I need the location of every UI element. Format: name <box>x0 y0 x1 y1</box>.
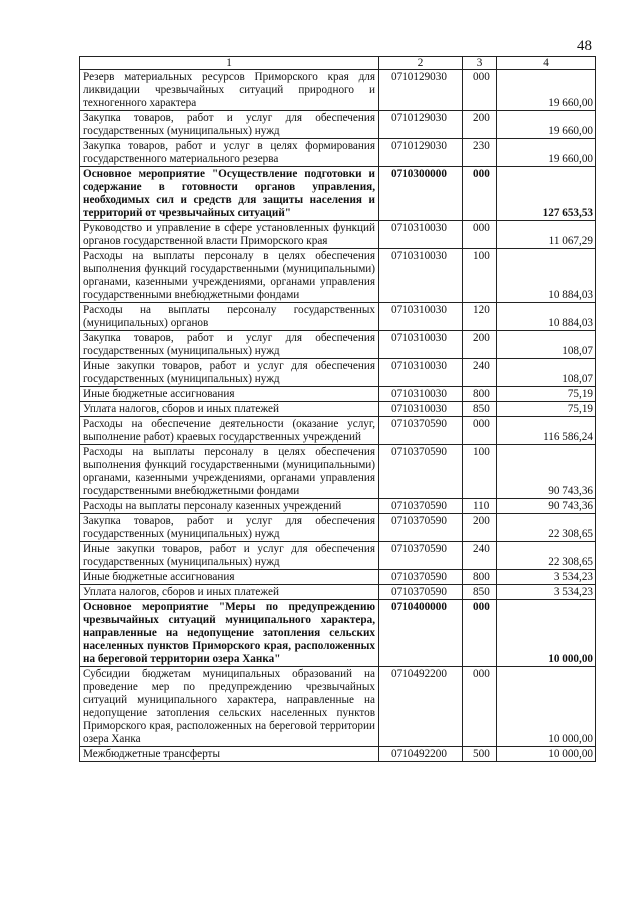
table-row <box>80 70 596 111</box>
row-type-cell: 120 <box>463 303 497 331</box>
row-code-cell: 0710310030 <box>379 331 463 359</box>
row-name-cell: Уплата налогов, сборов и иных платежей <box>80 585 379 600</box>
row-name-cell: Иные бюджетные ассигнования <box>80 387 379 402</box>
row-name-cell: Руководство и управление в сфере установленных функций органов государственной власти Приморского края <box>80 221 379 249</box>
row-amount-cell: 10 000,00 <box>497 747 596 762</box>
row-type-cell: 000 <box>463 167 497 221</box>
row-name-cell: Основное мероприятие "Осуществление подготовки и содержание в готовности органов управления, необходимых сил и средств для защиты населения и территорий от чрезвычайных ситуаций" <box>80 167 379 221</box>
row-amount-cell: 19 660,00 <box>497 70 596 111</box>
row-name-cell: Закупка товаров, работ и услуг для обеспечения государственных (муниципальных) нужд <box>80 111 379 139</box>
table-row <box>80 111 596 139</box>
row-type-cell: 200 <box>463 514 497 542</box>
row-type-cell: 000 <box>463 417 497 445</box>
row-amount-cell: 3 534,23 <box>497 570 596 585</box>
row-amount-cell: 19 660,00 <box>497 111 596 139</box>
row-type-cell: 200 <box>463 331 497 359</box>
row-code-cell: 0710310030 <box>379 303 463 331</box>
row-amount-cell: 75,19 <box>497 402 596 417</box>
row-name-cell: Закупка товаров, работ и услуг в целях формирования государственного материального резерва <box>80 139 379 167</box>
row-amount-cell: 116 586,24 <box>497 417 596 445</box>
row-type-cell: 100 <box>463 445 497 499</box>
table-row <box>80 667 596 747</box>
row-code-cell: 0710310030 <box>379 221 463 249</box>
table-row <box>80 445 596 499</box>
table-row <box>80 167 596 221</box>
table-row <box>80 387 596 402</box>
row-code-cell: 0710492200 <box>379 667 463 747</box>
row-amount-cell: 127 653,53 <box>497 167 596 221</box>
table-row <box>80 331 596 359</box>
row-code-cell: 0710310030 <box>379 359 463 387</box>
row-code-cell: 0710370590 <box>379 499 463 514</box>
table-row <box>80 402 596 417</box>
row-code-cell: 0710129030 <box>379 139 463 167</box>
row-type-cell: 850 <box>463 585 497 600</box>
header-col-3: 3 <box>463 57 497 70</box>
row-amount-cell: 75,19 <box>497 387 596 402</box>
row-name-cell: Расходы на выплаты персоналу казенных учреждений <box>80 499 379 514</box>
row-amount-cell: 10 884,03 <box>497 303 596 331</box>
row-name-cell: Расходы на выплаты персоналу в целях обеспечения выполнения функций государственными (муниципальными) органами, казенными учреждениями, органами управления государственными внебюджетными фондами <box>80 445 379 499</box>
row-name-cell: Закупка товаров, работ и услуг для обеспечения государственных (муниципальных) нужд <box>80 331 379 359</box>
row-code-cell: 0710370590 <box>379 417 463 445</box>
row-type-cell: 240 <box>463 359 497 387</box>
row-code-cell: 0710370590 <box>379 514 463 542</box>
table-row <box>80 417 596 445</box>
row-code-cell: 0710370590 <box>379 570 463 585</box>
table-row <box>80 359 596 387</box>
row-amount-cell: 3 534,23 <box>497 585 596 600</box>
table-row <box>80 747 596 762</box>
row-amount-cell: 22 308,65 <box>497 542 596 570</box>
row-amount-cell: 90 743,36 <box>497 499 596 514</box>
row-type-cell: 850 <box>463 402 497 417</box>
row-amount-cell: 108,07 <box>497 359 596 387</box>
row-amount-cell: 90 743,36 <box>497 445 596 499</box>
row-code-cell: 0710492200 <box>379 747 463 762</box>
row-name-cell: Основное мероприятие "Меры по предупреждению чрезвычайных ситуаций муниципального характера, направленные на недопущение затопления сельских населенных пунктов Приморского края, расположенных на береговой территории озера Ханка" <box>80 600 379 667</box>
row-type-cell: 000 <box>463 600 497 667</box>
row-name-cell: Иные закупки товаров, работ и услуг для обеспечения государственных (муниципальных) нужд <box>80 542 379 570</box>
row-amount-cell: 108,07 <box>497 331 596 359</box>
budget-table <box>79 56 596 762</box>
row-type-cell: 110 <box>463 499 497 514</box>
row-name-cell: Иные бюджетные ассигнования <box>80 570 379 585</box>
table-row <box>80 303 596 331</box>
row-type-cell: 800 <box>463 570 497 585</box>
table-row <box>80 499 596 514</box>
table-row <box>80 600 596 667</box>
row-name-cell: Уплата налогов, сборов и иных платежей <box>80 402 379 417</box>
row-code-cell: 0710370590 <box>379 585 463 600</box>
row-type-cell: 200 <box>463 111 497 139</box>
row-amount-cell: 11 067,29 <box>497 221 596 249</box>
row-code-cell: 0710310030 <box>379 402 463 417</box>
row-name-cell: Субсидии бюджетам муниципальных образований на проведение мер по предупреждению чрезвычайных ситуаций муниципального характера, направленные на недопущение затопления сельских населенных пунктов Приморского края, расположенных на береговой территории озера Ханка <box>80 667 379 747</box>
row-code-cell: 0710310030 <box>379 249 463 303</box>
row-code-cell: 0710129030 <box>379 70 463 111</box>
row-name-cell: Межбюджетные трансферты <box>80 747 379 762</box>
table-row <box>80 221 596 249</box>
table-row <box>80 139 596 167</box>
row-type-cell: 800 <box>463 387 497 402</box>
row-amount-cell: 10 000,00 <box>497 667 596 747</box>
row-amount-cell: 22 308,65 <box>497 514 596 542</box>
row-name-cell: Резерв материальных ресурсов Приморского края для ликвидации чрезвычайных ситуаций природного и техногенного характера <box>80 70 379 111</box>
row-type-cell: 230 <box>463 139 497 167</box>
row-name-cell: Расходы на обеспечение деятельности (оказание услуг, выполнение работ) краевых государственных учреждений <box>80 417 379 445</box>
row-code-cell: 0710370590 <box>379 542 463 570</box>
page-number: 48 <box>577 38 592 54</box>
row-type-cell: 100 <box>463 249 497 303</box>
table-row <box>80 585 596 600</box>
row-name-cell: Расходы на выплаты персоналу государственных (муниципальных) органов <box>80 303 379 331</box>
header-col-4: 4 <box>497 57 596 70</box>
row-type-cell: 000 <box>463 70 497 111</box>
row-type-cell: 500 <box>463 747 497 762</box>
row-code-cell: 0710370590 <box>379 445 463 499</box>
row-code-cell: 0710300000 <box>379 167 463 221</box>
row-name-cell: Закупка товаров, работ и услуг для обеспечения государственных (муниципальных) нужд <box>80 514 379 542</box>
header-col-2: 2 <box>379 57 463 70</box>
row-code-cell: 0710129030 <box>379 111 463 139</box>
row-amount-cell: 10 884,03 <box>497 249 596 303</box>
row-amount-cell: 19 660,00 <box>497 139 596 167</box>
row-amount-cell: 10 000,00 <box>497 600 596 667</box>
table-row <box>80 570 596 585</box>
row-code-cell: 0710400000 <box>379 600 463 667</box>
table-row <box>80 542 596 570</box>
table-header-row <box>80 57 596 70</box>
table-row <box>80 514 596 542</box>
row-type-cell: 240 <box>463 542 497 570</box>
header-col-1: 1 <box>80 57 379 70</box>
row-code-cell: 0710310030 <box>379 387 463 402</box>
row-type-cell: 000 <box>463 667 497 747</box>
row-name-cell: Расходы на выплаты персоналу в целях обеспечения выполнения функций государственными (муниципальными) органами, казенными учреждениями, органами управления государственными внебюджетными фондами <box>80 249 379 303</box>
row-type-cell: 000 <box>463 221 497 249</box>
row-name-cell: Иные закупки товаров, работ и услуг для обеспечения государственных (муниципальных) нужд <box>80 359 379 387</box>
table-row <box>80 249 596 303</box>
